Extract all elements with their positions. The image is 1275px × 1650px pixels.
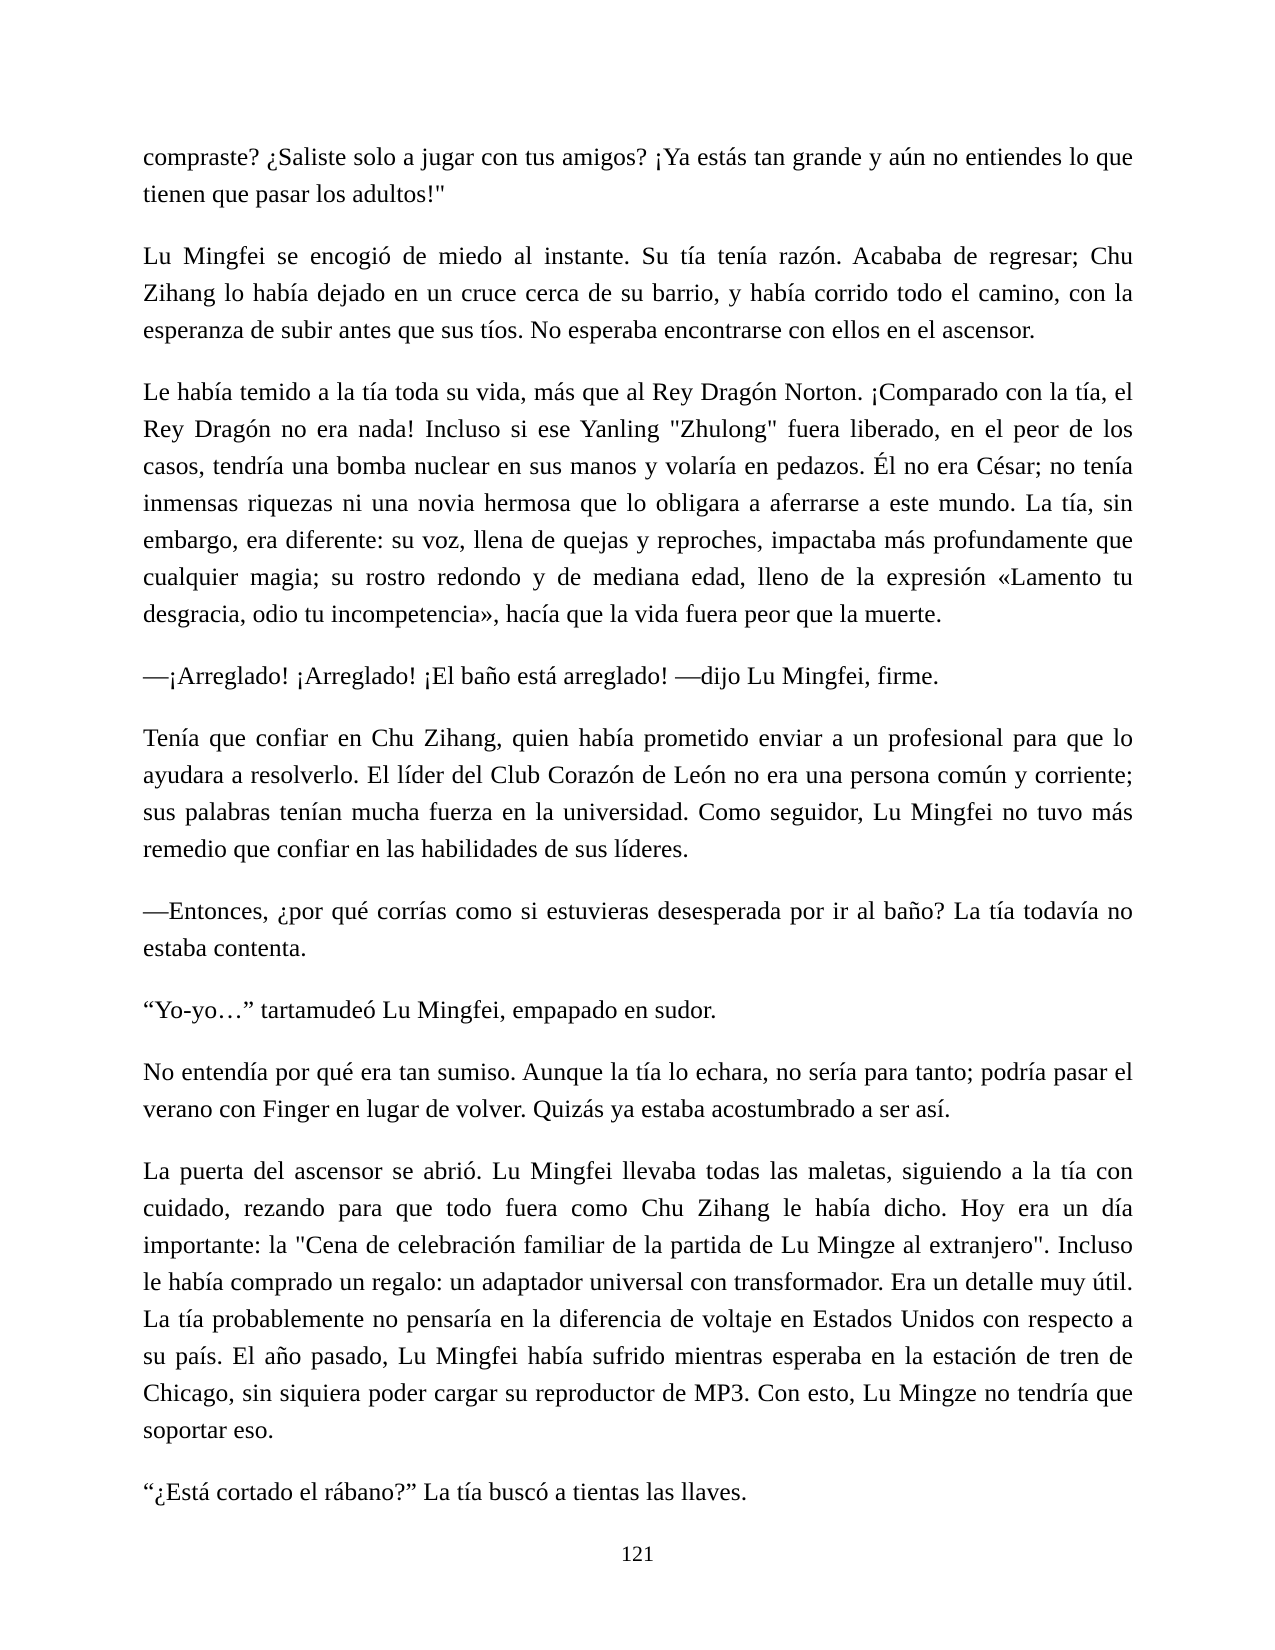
- paragraph: No entendía por qué era tan sumiso. Aunque la tía lo echara, no sería para tanto; podría pasar el verano con Finger en lugar de volver. Quizás ya estaba acostumbrado a ser así.: [143, 1057, 1133, 1123]
- paragraph: “¿Está cortado el rábano?” La tía buscó a tientas las llaves.: [143, 1477, 748, 1506]
- paragraph: —¡Arreglado! ¡Arreglado! ¡El baño está arreglado! —dijo Lu Mingfei, firme.: [143, 661, 940, 690]
- paragraph: “Yo-yo…” tartamudeó Lu Mingfei, empapado en sudor.: [143, 995, 717, 1024]
- body-text-column: [143, 138, 1133, 1510]
- paragraph: Tenía que confiar en Chu Zihang, quien había prometido enviar a un profesional para que lo ayudara a resolverlo. El líder del Club Corazón de León no era una persona común y corriente; sus palabras tenían mucha fuerza en la universidad. Como seguidor, Lu Mingfei no tuvo más remedio que confiar en las habilidades de sus líderes.: [143, 723, 1133, 863]
- paragraph: Le había temido a la tía toda su vida, más que al Rey Dragón Norton. ¡Comparado con la tía, el Rey Dragón no era nada! Incluso si ese Yanling "Zhulong" fuera liberado, en el peor de los casos, tendría una bomba nuclear en sus manos y volaría en pedazos. Él no era César; no tenía inmensas riquezas ni una novia hermosa que lo obligara a aferrarse a este mundo. La tía, sin embargo, era diferente: su voz, llena de quejas y reproches, impactaba más profundamente que cualquier magia; su rostro redondo y de mediana edad, lleno de la expresión «Lamento tu desgracia, odio tu incompetencia», hacía que la vida fuera peor que la muerte.: [143, 377, 1133, 628]
- paragraph: Lu Mingfei se encogió de miedo al instante. Su tía tenía razón. Acababa de regresar; Chu Zihang lo había dejado en un cruce cerca de su barrio, y había corrido todo el camino, con la esperanza de subir antes que sus tíos. No esperaba encontrarse con ellos en el ascensor.: [143, 241, 1133, 344]
- page-number: 121: [621, 1541, 654, 1566]
- paragraph: La puerta del ascensor se abrió. Lu Mingfei llevaba todas las maletas, siguiendo a la tía con cuidado, rezando para que todo fuera como Chu Zihang le había dicho. Hoy era un día importante: la "Cena de celebración familiar de la partida de Lu Mingze al extranjero". Incluso le había comprado un regalo: un adaptador universal con transformador. Era un detalle muy útil. La tía probablemente no pensaría en la diferencia de voltaje en Estados Unidos con respecto a su país. El año pasado, Lu Mingfei había sufrido mientras esperaba en la estación de tren de Chicago, sin siquiera poder cargar su reproductor de MP3. Con esto, Lu Mingze no tendría que soportar eso.: [143, 1156, 1133, 1444]
- paragraph: —Entonces, ¿por qué corrías como si estuvieras desesperada por ir al baño? La tía todavía no estaba contenta.: [143, 896, 1133, 962]
- paragraph: compraste? ¿Saliste solo a jugar con tus amigos? ¡Ya estás tan grande y aún no entiendes lo que tienen que pasar los adultos!": [143, 142, 1133, 208]
